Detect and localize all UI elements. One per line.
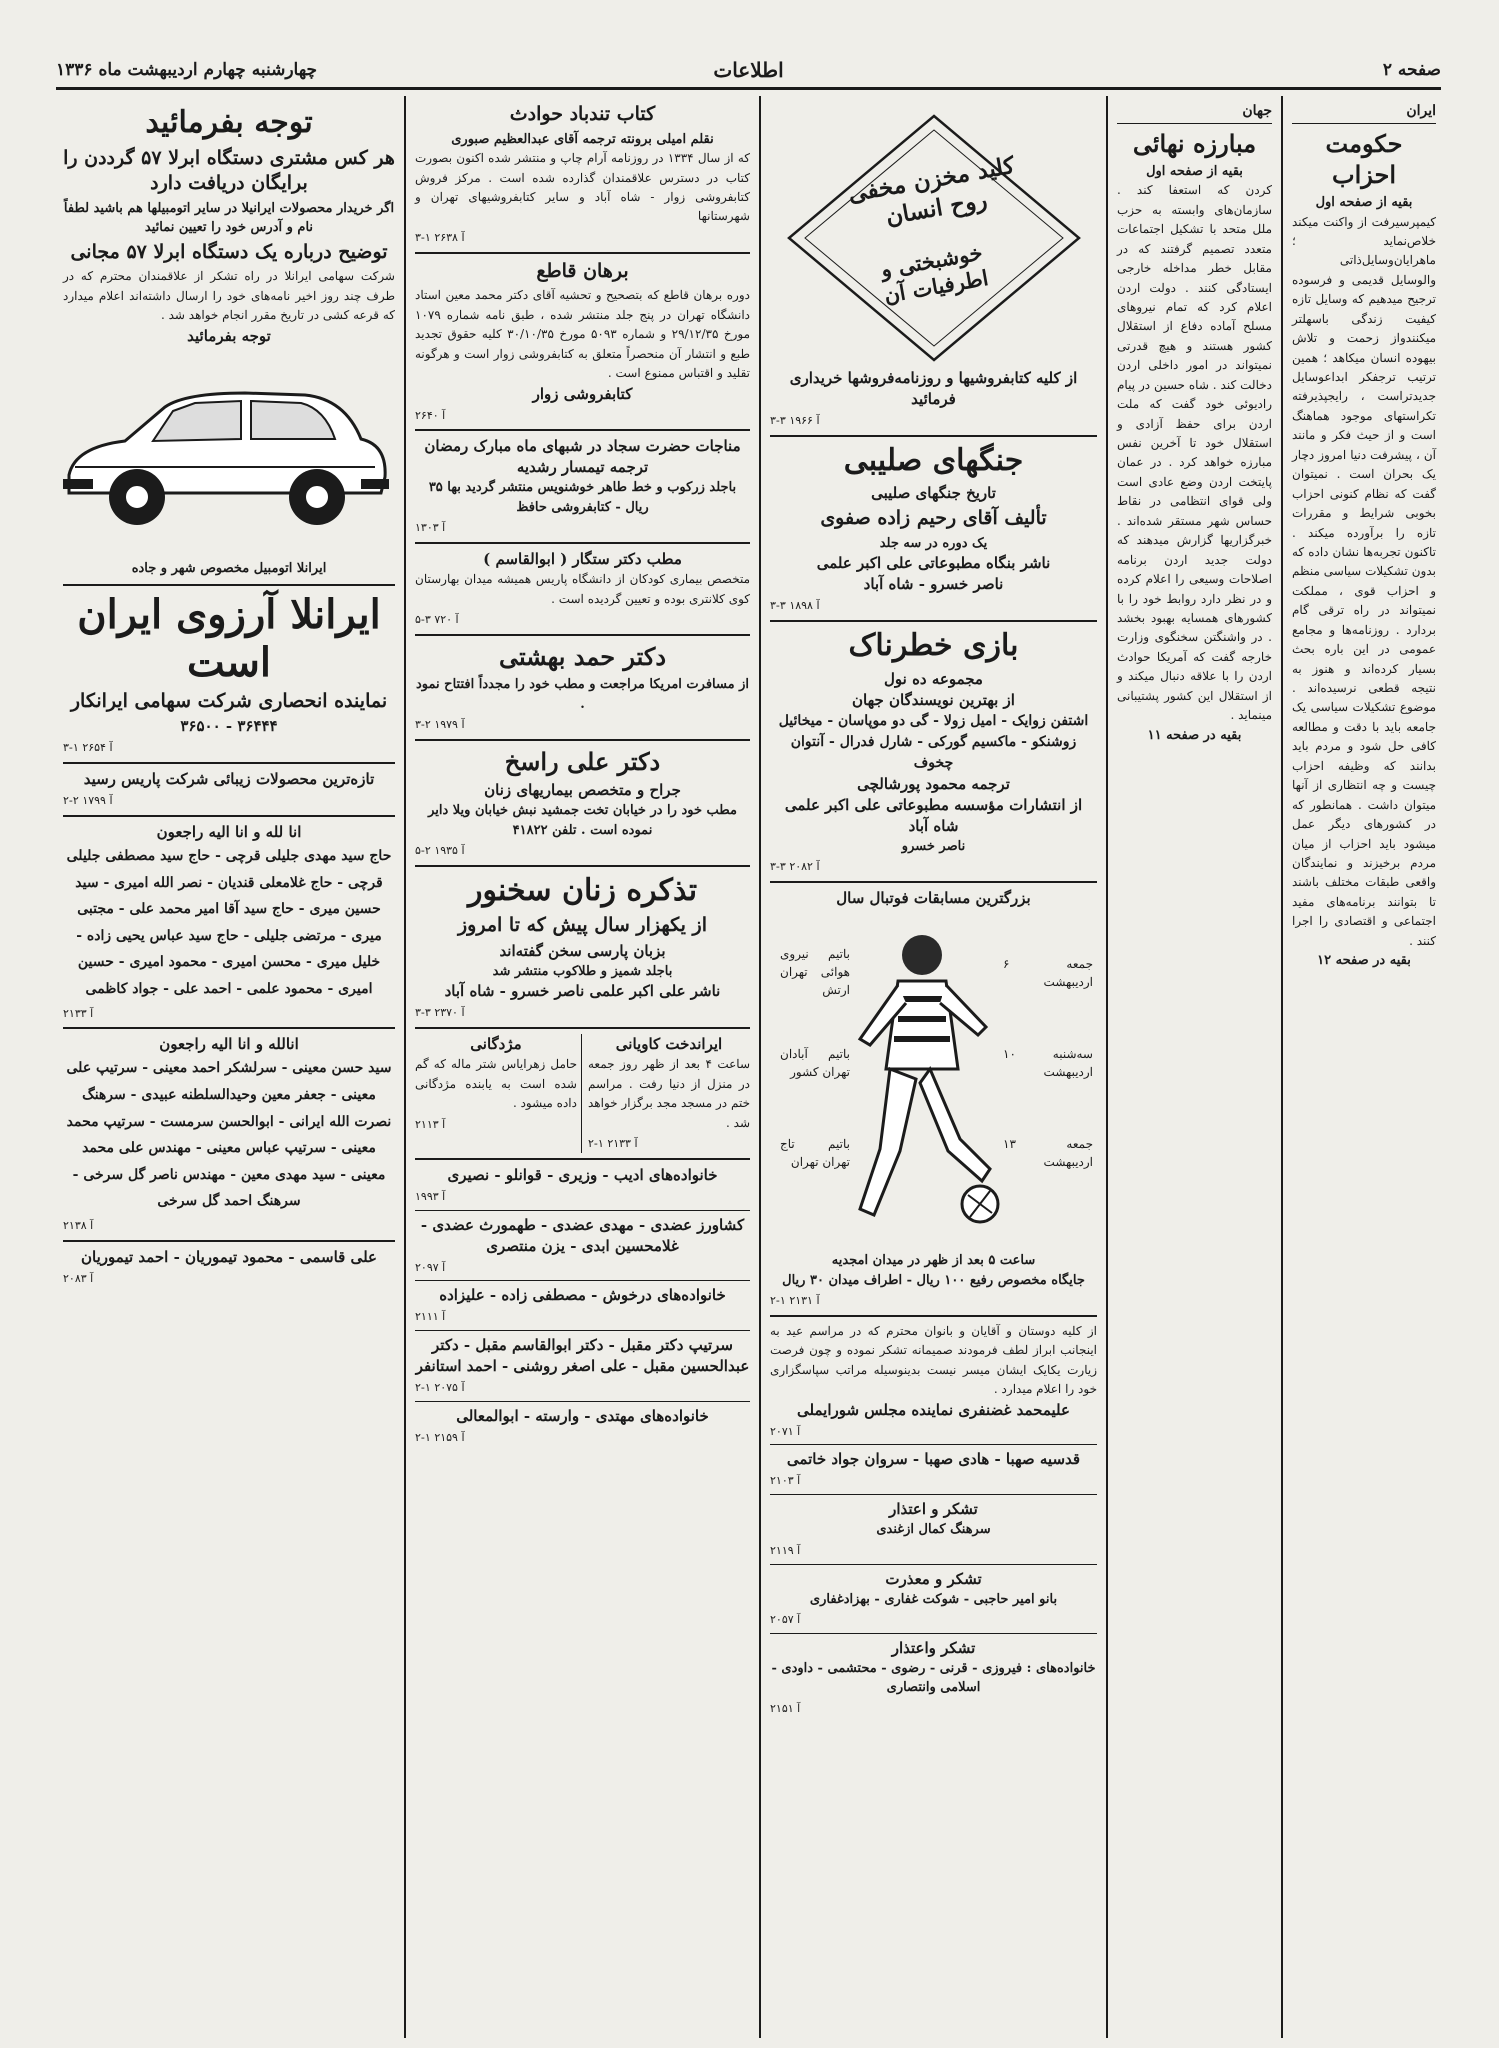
ad-body: شرکت سهامی ایرانلا در راه تشکر از علاقمندان محترم که در طرف چند روز اخیر نامه‌های خود را ارسال داشته‌اند اعلام میدارد که قرعه کشی در تاریخ مقرر انجام خواهد شد .	[63, 269, 395, 323]
ad-ref: آ ۲۰۵۷	[770, 1613, 801, 1627]
notice-title: قدسیه صهبا - هادی صهبا - سروان جواد خاتمی	[786, 1450, 1081, 1469]
obituary-title: سرتیپ دکتر مقبل - دکتر ابوالقاسم مقبل - دکتر عبدالحسین مقبل - علی اصغر روشنی - احمد استانفر	[415, 1336, 750, 1376]
column-rule	[1281, 96, 1283, 2038]
ad-title: برهان قاطع	[536, 259, 629, 282]
column-middle	[763, 96, 1104, 2038]
ad-title: مطب دکتر ستگار ( ابوالقاسم )	[483, 550, 682, 569]
column-world	[1110, 96, 1279, 2038]
obituary-title: کشاورز عضدی - مهدی عضدی - طهمورث عضدی - غلامحسین ابدی - یزن منتصری	[420, 1215, 745, 1255]
ad-ref: آ ۷۲۰ ۳-۵	[415, 613, 459, 627]
ad-ref: آ ۲۱۵۱	[770, 1701, 801, 1715]
ad-info: باجلد شمیز و طلاکوب منتشر شد	[492, 963, 673, 979]
ad-box	[588, 1034, 750, 1153]
obituary-title: علی قاسمی - محمود تیموریان - احمد تیموریان	[81, 1247, 377, 1266]
match-teams: باتیم تاج تهران تهران	[780, 1137, 850, 1170]
ad-ref: آ ۲۱۵۹ ۱-۲	[415, 1431, 465, 1445]
ad-info: باجلد زرکوب و خط طاهر خوشنویس منتشر گردید بها ۳۵ ریال - کتابفروشی حافظ	[428, 480, 737, 515]
book-notice: از کلیه کتابفروشیها و روزنامه‌فروشها خریداری فرمائید	[789, 369, 1078, 408]
ad-title: مژدگانی	[470, 1035, 522, 1054]
ad-ref: آ ۲۱۳۸	[63, 1218, 94, 1232]
article-body: کردن که استعفا کند . سازمان‌های وابسته به حزب ملل متحد با تشکیل اجتماعات متعدد تصمیم گرفتند که در مقابل خطر مداخله خارجی ایستادگی کنند . دولت اردن اعلام کرد که تمام نیروهای مسلح آماده دفاع از استقلال کشور هستند و هیچ قدرتی نمیتواند در امور داخلی اردن دخالت کند . شاه حسین در پیام رادیوئی خود گفت که ملت اردن برای حفظ آزادی و استقلال خود تا آخرین نفس مبارزه خواهد کرد . در عمان پایتخت اردن وضع عادی است ولی قوای انتظامی در نقاط حساس شهر مستقر شده‌اند . خبرگزاریها گزارش میدهند که دولت جدید اردن برنامه اصلاحات وسیعی را اعلام کرده و در نظر دارد روابط خود را با کشورهای همسایه بهبود بخشد . در واشنگتن سخنگوی وزارت خارجه گفت که آمریکا حوادث اردن را با علاقه دنبال میکند و از استقلال این کشور پشتیبانی مینماید .	[1117, 183, 1272, 723]
football-ad	[770, 915, 1097, 1245]
ad-subtitle: نماینده انحصاری شرکت سهامی ایرانکار	[70, 689, 388, 712]
page-header	[56, 56, 1441, 90]
ad-subtitle: از یکهزار سال پیش که تا امروز	[458, 914, 707, 937]
book-subtitle: خوشبختی و اطرفیات آن	[878, 239, 990, 309]
obituary-title: انا لله و انا الیه راجعون	[156, 822, 302, 841]
match-day: سه‌شنبه ۱۰ اردیبهشت	[1003, 1047, 1093, 1080]
ad-subtitle: ترجمه تیمسار رشدیه	[516, 458, 649, 477]
ad-subtitle: نقلم امیلی برونته ترجمه آقای عبدالعظیم صبوری	[451, 131, 714, 147]
ad-title: مناجات حضرت سجاد در شبهای ماه مبارک رمضان	[424, 437, 741, 456]
issue-date: چهارشنبه چهارم اردیبهشت ماه ۱۳۳۶	[56, 60, 318, 80]
ad-title: ایراندخت کاویانی	[615, 1035, 723, 1054]
match-day: جمعه ۶ اردیبهشت	[1003, 957, 1093, 990]
ad-title: تذکره زنان سخنور	[467, 872, 698, 908]
obituary-title: خانواده‌های درخوش - مصطفی زاده - علیزاده	[439, 1286, 726, 1305]
continued-ref: بقیه در صفحه ۱۲	[1317, 953, 1411, 969]
ad-ref: آ ۲۱۱۳	[415, 1117, 446, 1131]
ad-body: که از سال ۱۳۳۴ در روزنامه آرام چاپ و منتشر شده اکنون بصورت کتاب در دسترس علاقمندان گذارده شده است . مرکز فروش کتابفروشی زوار - شاه آباد و سایر کتابفروشیهای تهران و شهرستانها	[415, 151, 750, 224]
obituary-title: خانواده‌های مهتدی - وارسته - ابوالمعالی	[456, 1407, 709, 1426]
book-authors: اشتفن زوایک - امیل زولا - گی دو موپاسان - میخائیل زوشنکو - ماکسیم گورکی - شارل فدرال - آنتوان چخوف	[778, 712, 1089, 771]
ad-ref: آ ۲۰۹۷	[415, 1260, 446, 1274]
ad-ref: آ ۲۰۷۵ ۱-۲	[415, 1381, 465, 1395]
ad-ref: آ ۲۱۱۱	[415, 1310, 446, 1324]
article-body: کیمپرسیرفت از واکنت میکند خلاص‌نماید ؛ ماهرایان‌وسایل‌ذاتی والوسایل قدیمی و فرسوده ترجیح میدهیم که وسایل تازه کیفیت زندگی باسهلتر میکنندواز زحمت و تلاش بیهوده انسان میکاهد ؛ همین ترتیب ترجفکر ابداعوسایل جدیدتراست ، رایجپذیرفته تکراستهای موجود هماهنگ است و از حیث فکر و مانند آن ، پیشرفت دنیا امروز دچار یک بحران است . نمیتوان گفت که نظام کنونی احزاب بخوبی شرایط و مقررات تازه را برآورده میکند . تاکنون تجربه‌ها نشان داده که بدون تشکیلات سیاسی منظم و احزاب قوی ، مملکت نمیتواند در راه ترقی گام بردارد . روزنامه‌ها و مجامع عمومی در این باره بحث بسیار کرده‌اند و هنوز به نتیجه قطعی نرسیده‌اند . موضوع تشکیلات سیاسی یک جامعه باید با دقت و مطالعه کافی حل شود و مردم باید بدانند که وظیفه احزاب چیست و چه انتظاری از آنها میتوان داشت . همانطور که در کشورهای دیگر عمل میشود باید احزاب از میان مردم برخیزند و نمایندگان واقعی طبقات مختلف باشند تا بتوانند برنامه‌های مفید اجتماعی و اقتصادی را اجرا کنند .	[1292, 214, 1436, 948]
ad-publisher: کتابفروشی زوار	[532, 384, 633, 403]
newspaper-name: اطلاعات	[713, 58, 784, 82]
ad-phone: ۳۶۴۴۴ - ۳۶۵۰۰	[180, 717, 278, 736]
column-rule	[1106, 96, 1108, 2038]
book-title: کلید مخزن مخفی روح انسان	[845, 151, 1017, 231]
book-subtitle: تاریخ جنگهای صلیبی	[871, 484, 996, 503]
ad-ref: آ ۱۸۹۸ ۳-۳	[770, 599, 820, 613]
ad-title: توضیح درباره یک دستگاه ابرلا ۵۷ مجانی	[70, 240, 388, 263]
notice-signature: علیمحمد غضنفری نماینده مجلس شورایملی	[797, 1400, 1070, 1419]
ad-ref: آ ۲۱۳۳	[63, 1006, 94, 1020]
ad-ref: آ ۲۶۳۸ ۱-۳	[415, 230, 465, 244]
ad-body: از مسافرت امریکا مراجعت و مطب خود را مجدداً افتتاح نمود .	[416, 677, 749, 712]
book-translator: ترجمه محمود پورشالچی	[857, 774, 1010, 793]
ad-ref: آ ۲۰۷۱	[770, 1424, 801, 1438]
football-player-icon	[840, 919, 1000, 1239]
ad-title: کتاب تندباد حوادث	[509, 103, 656, 125]
ad-body: دوره برهان قاطع که بتصحیح و تحشیه آقای دکتر محمد معین استاد دانشگاه تهران در پنج جلد منتشر شده ، طبق نامه شماره ۱۰۷۹ مورخ ۲۹/۱۲/۳۵ و شماره ۵۰۹۳ مورخ ۳۰/۱۰/۳۵ کلیه حقوق تجدید طبع و انتشار آن منحصراً متعلق به کتابفروشی زوار است و هرگونه تقلید و اقتباس ممنوع است .	[415, 288, 751, 381]
ad-ref: آ ۲۱۳۱ ۱-۲	[770, 1294, 820, 1308]
obituary-names: حاج سید مهدی جلیلی قرچی - حاج سید مصطفی جلیلی قرچی - حاج غلامعلی قندیان - نصر الله امیری - سید حسین میری - حاج سید آقا امیر محمد علی - مجتبی میری - مرتضی جلیلی - حاج سید عباس یحیی زاده - خلیل میری - محسن امیری - محمود امیری - حسین امیری - محمود علمی - احمد علی - جواد کاظمی	[66, 847, 392, 997]
obituary-title: انالله و انا الیه راجعون	[159, 1035, 299, 1054]
column-rule	[759, 96, 761, 2038]
ad-title: توجه بفرمائید	[187, 326, 271, 345]
ad-subtitle: هر کس مشتری دستگاه ابرلا ۵۷ گرددن را برایگان دریافت دارد	[63, 146, 395, 195]
ad-ref: آ ۲۱۰۳	[770, 1474, 801, 1488]
ad-body: حامل زهرایاس شتر ماله که گم شده است به یابنده مژدگانی داده میشود .	[415, 1057, 577, 1111]
ad-body: ساعت ۴ بعد از ظهر روز جمعه در منزل از دنیا رفت . مراسم ختم در مسجد مجد برگزار خواهد شد .	[588, 1057, 751, 1130]
ad-title: دکتر علی راسخ	[504, 746, 661, 776]
obituary-names: سید حسن معینی - سرلشکر احمد معینی - سرتیپ علی معینی - جعفر معین وحیدالسلطنه عبیدی - سرهنگ نصرت الله ایرانی - ابوالحسن سرمست - سرتیپ محمد معینی - سرتیپ عباس معینی - مهندس علی محمد معینی - سید مهدی معین - مهندس ناصر گل سرخی - سرهنگ احمد گل سرخی	[66, 1060, 392, 1210]
ad-ref: آ ۲۰۸۳	[63, 1271, 94, 1285]
column-ads	[408, 96, 757, 2038]
notice-signature: خانواده‌های : فیروزی - قرنی - رضوی - محتشمی - داودی - اسلامی وانتصاری	[771, 1660, 1096, 1696]
book-subtitle: از بهترین نویسندگان جهان	[852, 690, 1015, 709]
ad-title: توجه بفرمائید	[145, 105, 313, 140]
ad-body: اگر خریدار محصولات ایرانیلا در سایر اتومبیلها هم باشید لطفاً نام و آدرس خود را تعیین نمائید	[63, 200, 395, 236]
ad-ref: آ ۲۱۳۳ ۱-۲	[588, 1137, 638, 1151]
ad-info: بزبان پارسی سخن گفته‌اند	[499, 941, 666, 960]
notice-body: از کلیه دوستان و آقایان و بانوان محترم که در مراسم عید به اینجانب ابراز لطف فرمودند صمیمانه تشکر نموده و چون فرصت زیارت یکایک ایشان میسر نیست بدینوسیله مراتب سپاسگزاری خود را اعلام میدارد .	[770, 1323, 1097, 1397]
ad-title: تازه‌ترین محصولات زیبائی شرکت پاریس رسید	[83, 770, 375, 789]
ad-ref: آ ۱۹۳۵ ۲-۵	[415, 844, 465, 858]
ad-title: دکتر حمد بهشتی	[498, 641, 666, 671]
continued-ref: بقیه در صفحه ۱۱	[1147, 727, 1242, 743]
match-teams: باتیم آبادان تهران کشور	[780, 1047, 850, 1080]
notice-signature: بانو امیر حاجبی - شوکت غفاری - بهزادغفاری	[809, 1591, 1058, 1607]
column-left	[56, 96, 402, 2038]
car-illustration-icon	[56, 355, 395, 545]
obituary-title: خانواده‌های ادیب - وزیری - قوانلو - نصیری	[447, 1165, 718, 1184]
ad-ref: آ ۲۱۱۹	[770, 1543, 801, 1557]
book-publisher: ناشر بنگاه مطبوعاتی علی اکبر علمی	[816, 554, 1051, 573]
notice-title: تشکر و معذرت	[885, 1569, 982, 1588]
section-label: ایران	[1292, 100, 1436, 124]
ad-ref: آ ۲۶۵۴ ۱-۳	[63, 741, 113, 755]
book-address: ناصر خسرو - شاه آباد	[863, 575, 1004, 594]
football-title: بزرگترین مسابقات فوتبال سال	[836, 889, 1031, 908]
notice-title: تشکر و اعتذار	[889, 1500, 978, 1519]
column-iran	[1285, 96, 1443, 2038]
ad-ref: آ ۱۹۹۳	[415, 1189, 446, 1203]
ad-box	[415, 1034, 582, 1153]
ad-pair	[415, 1034, 750, 1153]
section-label: جهان	[1117, 100, 1272, 124]
continued-label: بقیه از صفحه اول	[1146, 163, 1243, 179]
ad-ref: آ ۱۹۶۶ ۳-۳	[770, 414, 820, 427]
article-title: حکومت احزاب	[1325, 128, 1403, 189]
calligraphy-diamond-icon	[779, 108, 1089, 368]
ad-ref: آ ۲۶۴۰	[415, 408, 446, 422]
car-caption: ایرانلا اتومبیل مخصوص شهر و جاده	[131, 561, 327, 577]
article-title: مبارزه نهائی	[1132, 128, 1257, 158]
notice-signature: سرهنگ کمال ازغندی	[876, 1522, 991, 1538]
ad-body: متخصص بیماری کودکان از دانشگاه پاریس همیشه میدان بهارستان کوی کلانتری بوده و تعیین گردیده است .	[415, 572, 750, 606]
ad-body: مطب خود را در خیابان تخت جمشید نبش خیابان ویلا دایر نموده است . تلفن ۴۱۸۲۲	[428, 803, 737, 838]
ad-publisher: ناشر علی اکبر علمی ناصر خسرو - شاه آباد	[444, 982, 721, 1001]
page-number: صفحه ۲	[1382, 60, 1441, 80]
ad-title: ایرانلا آرزوی ایران است	[77, 590, 381, 686]
book-author: تألیف آقای رحیم زاده صفوی	[820, 507, 1047, 530]
book-emblem	[779, 108, 1089, 368]
ad-ref: آ ۱۹۷۹ ۲-۳	[415, 718, 465, 732]
match-time: ساعت ۵ بعد از ظهر در میدان امجدیه	[831, 1253, 1036, 1269]
book-info: یک دوره در سه جلد	[879, 535, 988, 551]
ticket-prices: جایگاه مخصوص رفیع ۱۰۰ ریال - اطراف میدان ۳۰ ریال	[782, 1272, 1085, 1288]
continued-label: بقیه از صفحه اول	[1315, 195, 1413, 211]
book-title: بازی خطرناک	[848, 628, 1019, 664]
book-address: ناصر خسرو	[901, 838, 966, 854]
book-title: جنگهای صلیبی	[843, 442, 1024, 478]
ad-ref: آ ۱۳۰۳	[415, 521, 446, 535]
book-subtitle: مجموعه ده نول	[884, 669, 983, 688]
ad-ref: آ ۱۷۹۹ ۲-۲	[63, 794, 113, 808]
ad-ref: آ ۲۰۸۲ ۳-۳	[770, 860, 820, 874]
column-rule	[404, 96, 406, 2038]
match-teams: باتیم نیروی هوائی تهران ارتش	[780, 947, 850, 998]
match-day: جمعه ۱۳ اردیبهشت	[1003, 1137, 1093, 1170]
ad-ref: آ ۲۳۷۰ ۳-۳	[415, 1006, 465, 1020]
book-publisher: از انتشارات مؤسسه مطبوعاتی علی اکبر علمی شاه آباد	[784, 795, 1083, 835]
notice-title: تشکر واعتذار	[891, 1638, 976, 1657]
ad-subtitle: جراح و متخصص بیماریهای زنان	[484, 781, 681, 800]
